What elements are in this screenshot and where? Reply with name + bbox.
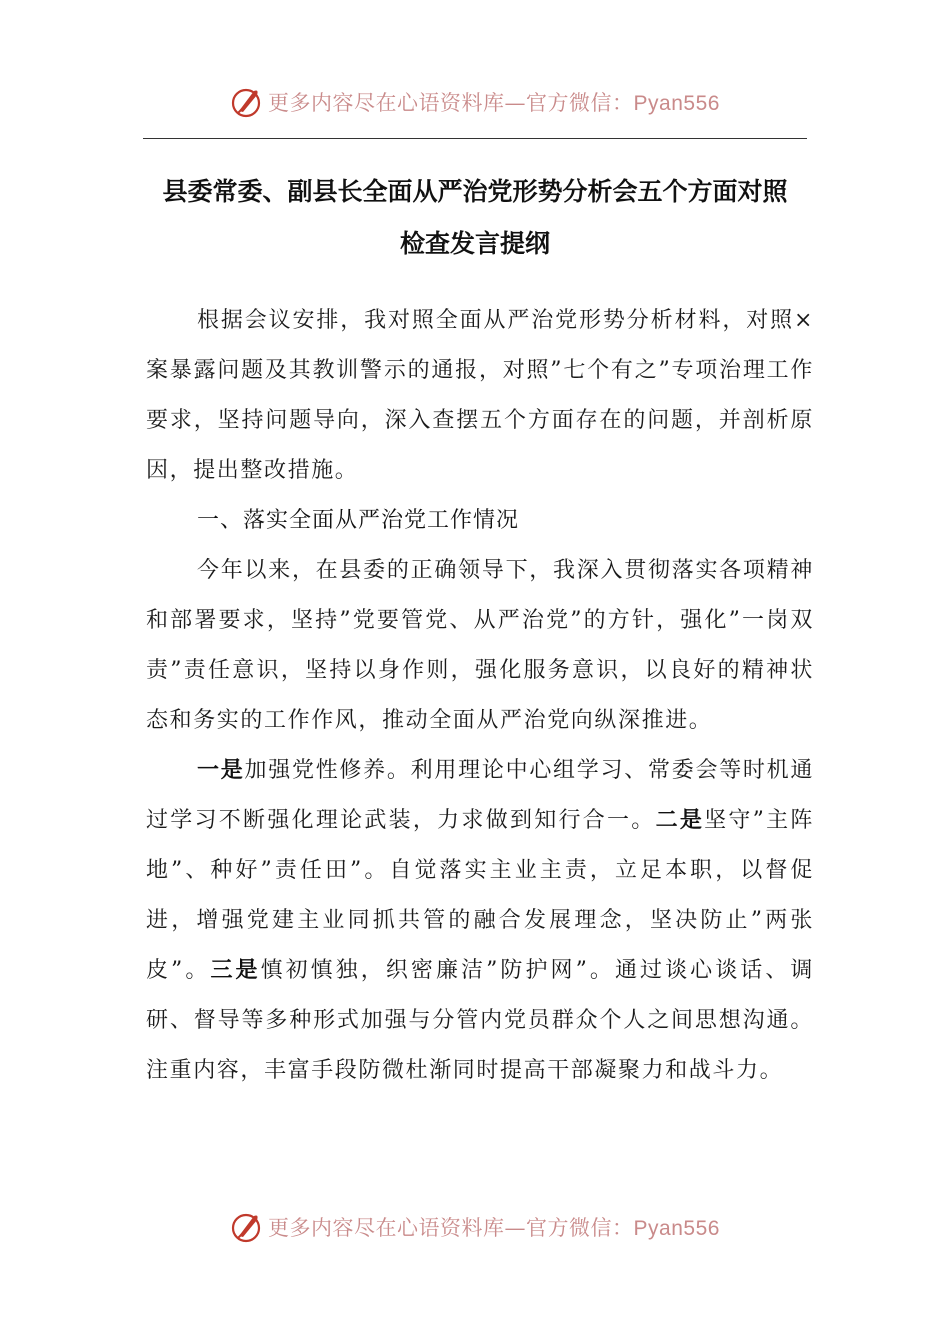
footer-watermark-banner <box>0 1207 950 1247</box>
quill-pen-circle-logo <box>230 1210 264 1244</box>
intro-paragraph: 根据会议安排，我对照全面从严治党形势分析材料，对照×案暴露问题及其教训警示的通报，对照”七个有之”专项治理工作要求，坚持问题导向，深入查摆五个方面存在的问题，并剖析原因，提出整改措施。 <box>146 308 814 483</box>
header-wechat-id: Pyan556 <box>633 92 720 115</box>
section-1-heading: 一、落实全面从严治党工作情况 <box>197 508 520 533</box>
header-watermark-banner <box>0 82 950 122</box>
section-1-paragraph-1: 今年以来，在县委的正确领导下，我深入贯彻落实各项精神和部署要求，坚持”党要管党、从严治党”的方针，强化”一岗双责”责任意识，坚持以身作则，强化服务意识，以良好的精神状态和务实的工作作风，推动全面从严治党向纵深推进。 <box>146 558 814 733</box>
title-line-1: 县委常委、副县长全面从严治党形势分析会五个方面对照 <box>162 177 788 206</box>
document-body <box>146 296 814 1096</box>
point-2-label: 二是 <box>655 808 705 833</box>
header-watermark-text: 更多内容尽在心语资料库—官方微信：Pyan556 <box>268 91 720 115</box>
point-3-text: 慎初慎独，织密廉洁”防护网”。通过谈心谈话、调研、督导等多种形式加强与分管内党员群众个人之间思想沟通。注重内容，丰富手段防微杜渐同时提高干部凝聚力和战斗力。 <box>146 958 814 1083</box>
point-1-label: 一是 <box>197 758 245 783</box>
footer-watermark-text: 更多内容尽在心语资料库—官方微信：Pyan556 <box>268 1216 720 1240</box>
section-1-paragraph-2 <box>146 746 814 1096</box>
document-title <box>143 166 807 270</box>
point-1-text: 加强党性修养。利用理论中心组学习、常委会等时机通过学习不断强化理论武装，力求做到知行合一。 <box>146 758 815 833</box>
title-line-2: 检查发言提纲 <box>399 229 550 258</box>
point-2-text: 坚守”主阵地”、种好”责任田”。自觉落实主业主责，立足本职，以督促进，增强党建主业同抓共管的融合发展理念，坚决防止”两张皮”。 <box>146 808 814 983</box>
footer-wechat-id: Pyan556 <box>633 1217 720 1240</box>
quill-pen-circle-logo <box>230 85 264 119</box>
header-divider <box>143 138 807 139</box>
point-3-label: 三是 <box>210 958 261 983</box>
